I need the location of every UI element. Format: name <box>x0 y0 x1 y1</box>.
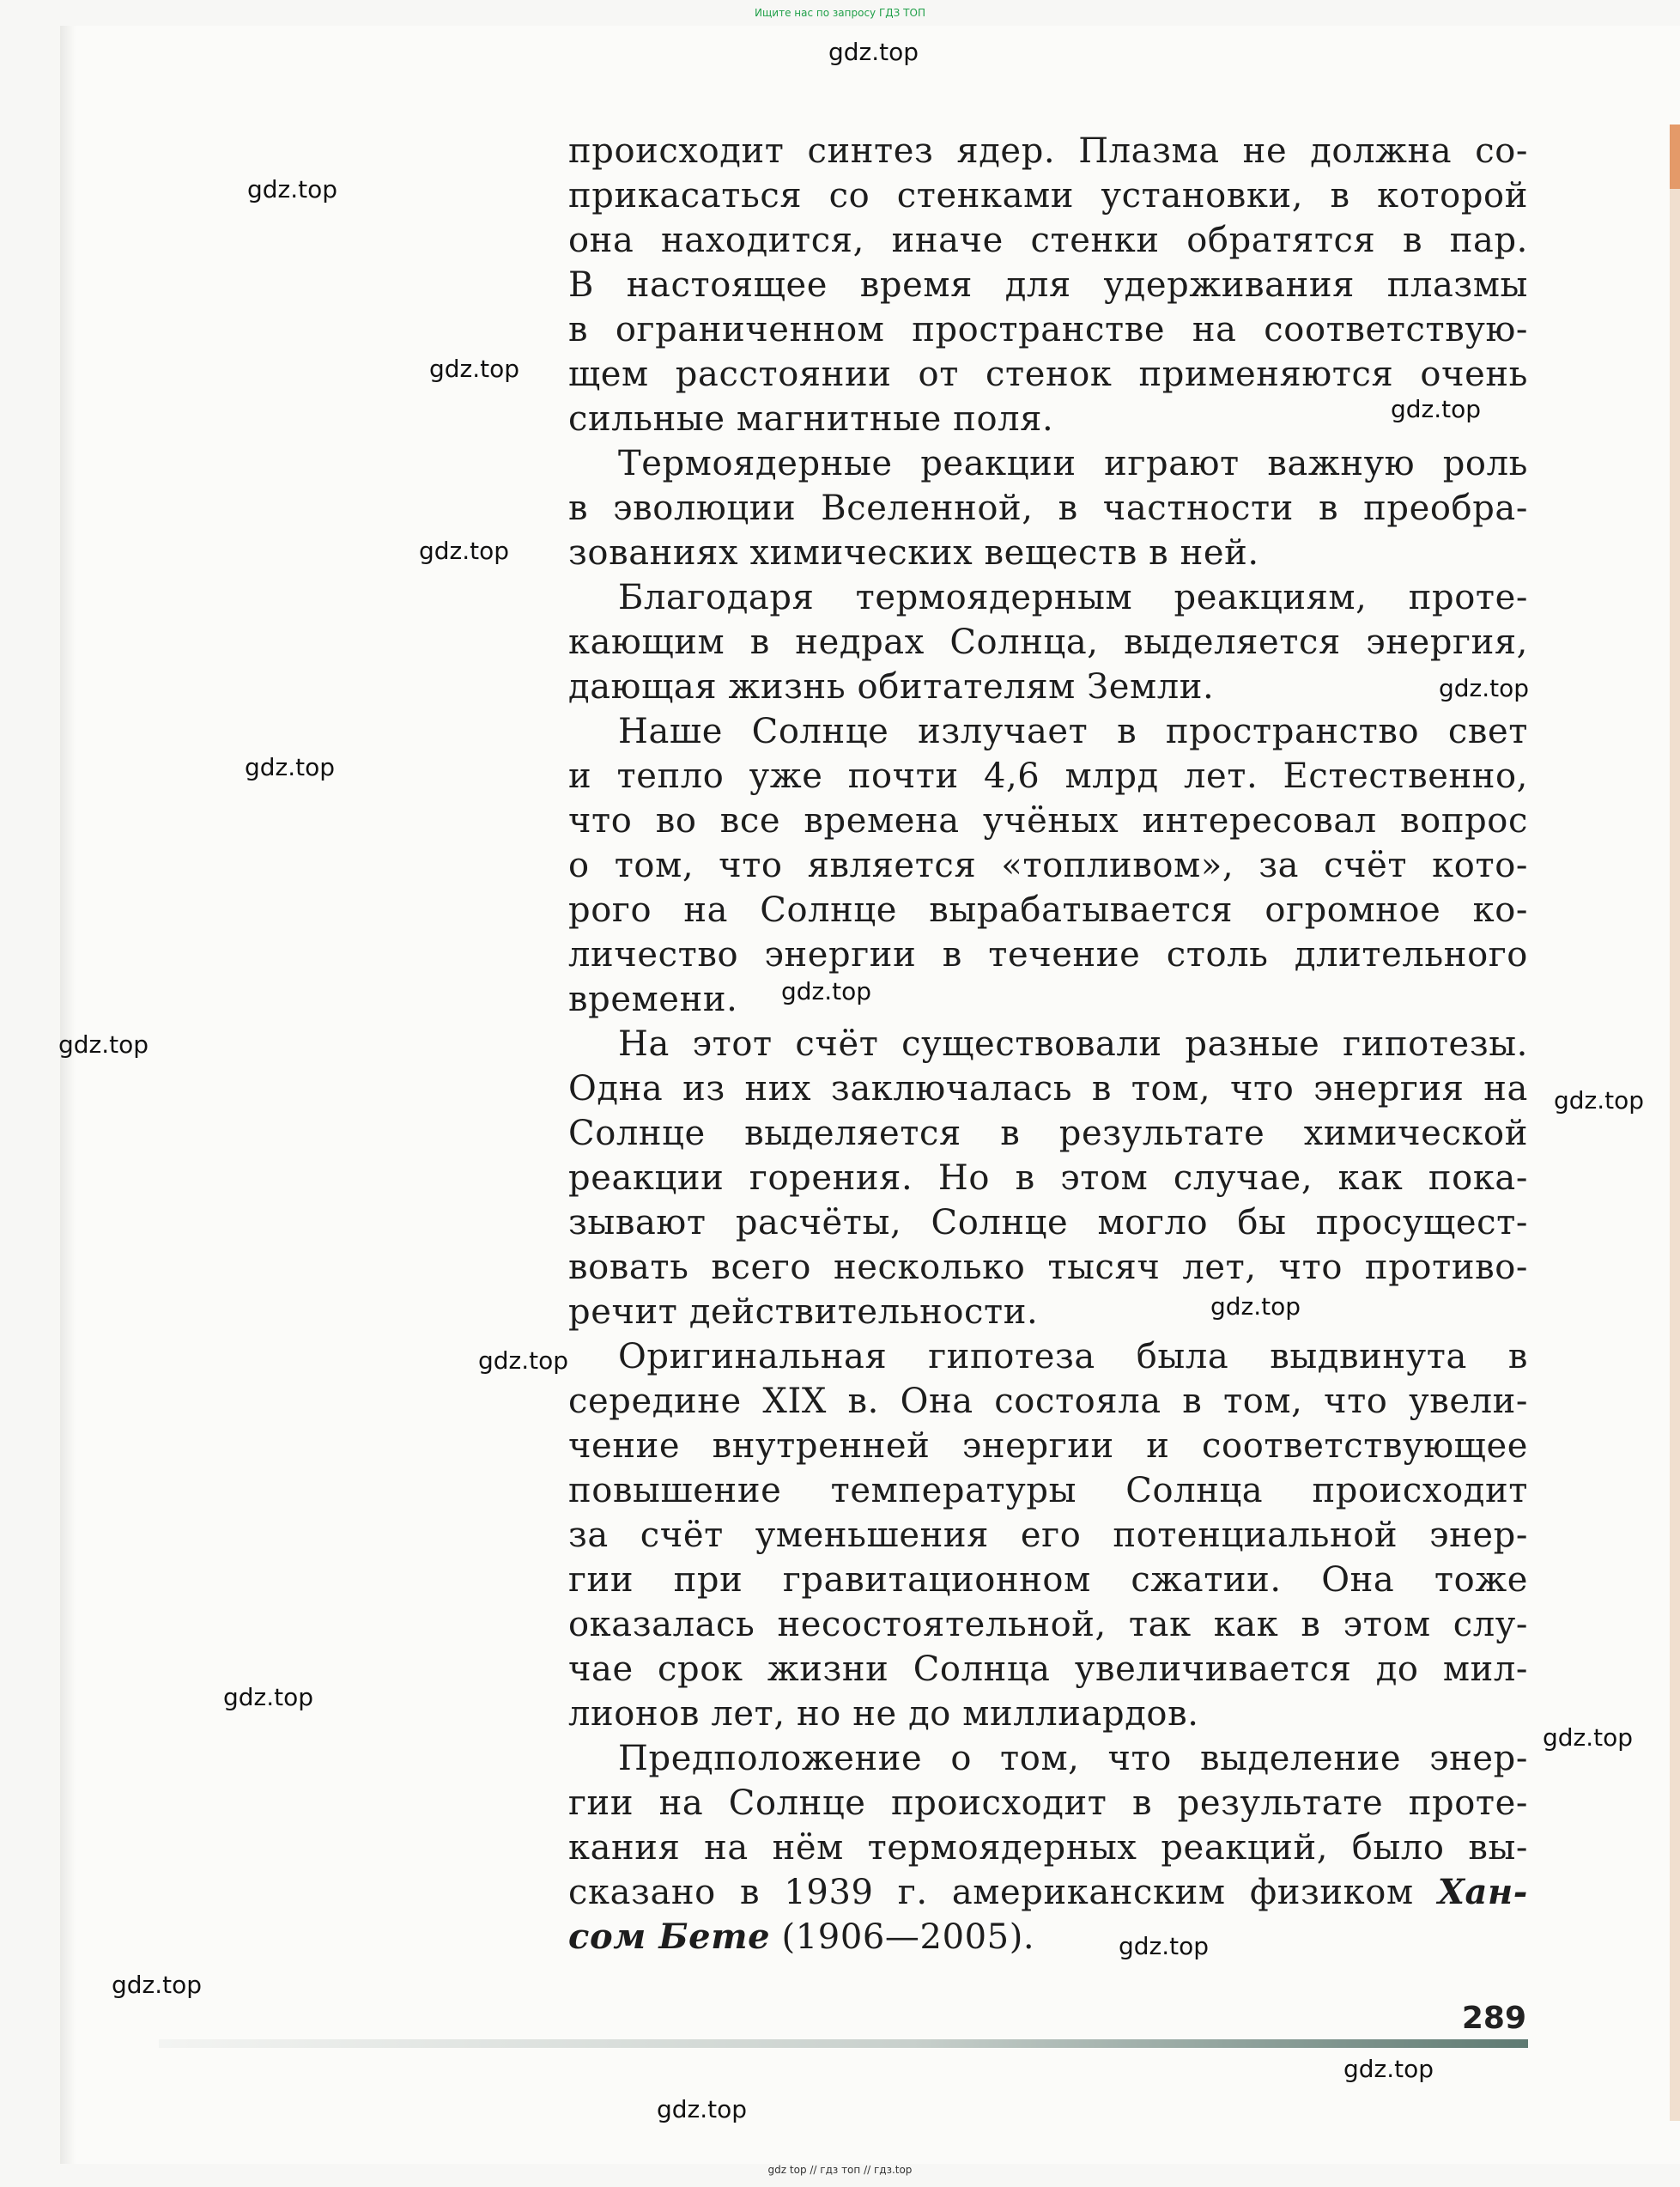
text-line: щем расстоянии от стенок применяются очень <box>568 355 1528 394</box>
text-line: личество энергии в течение столь длительного <box>568 935 1528 975</box>
watermark-label: gdz.top <box>1343 2055 1434 2083</box>
line-text: сказано в 1939 г. американским физиком <box>568 1873 1438 1912</box>
text-line: гии на Солнце происходит в результате проте- <box>568 1783 1528 1823</box>
watermark-label: gdz.top <box>419 537 510 565</box>
watermark-label: gdz.top <box>828 38 919 66</box>
paragraph-first-line: Наше Солнце излучает в пространство свет <box>618 712 1528 751</box>
text-line: чение внутренней энергии и соответствующее <box>568 1426 1528 1466</box>
text-line: в эволюции Вселенной, в частности в преобра- <box>568 489 1528 528</box>
text-line <box>568 1915 1528 1959</box>
text-line: и тепло уже почти 4,6 млрд лет. Естественно, <box>568 756 1528 796</box>
text-line: о том, что является «топливом», за счёт кото- <box>568 846 1528 885</box>
paragraph-first-line: Оригинальная гипотеза была выдвинута в <box>618 1337 1528 1376</box>
page-side-band <box>1670 189 1680 2121</box>
text-line: происходит синтез ядер. Плазма не должна со- <box>568 131 1528 171</box>
text-line: оказалась несостоятельной, так как в этом слу- <box>568 1605 1528 1644</box>
text-line: времени. <box>568 980 738 1019</box>
text-line: дающая жизнь обитателям Земли. <box>568 667 1215 707</box>
watermark-label: gdz.top <box>245 753 336 781</box>
bottom-watermark-note: gdz top // гдз топ // гдз.top <box>767 2164 913 2176</box>
paragraph-first-line: Благодаря термоядерным реакциям, проте- <box>618 578 1528 617</box>
text-line: за счёт уменьшения его потенциальной энер- <box>568 1516 1528 1555</box>
text-line <box>568 1870 1528 1915</box>
watermark-label: gdz.top <box>657 2095 748 2123</box>
text-line: она находится, иначе стенки обратятся в пар. <box>568 221 1528 260</box>
text-line: рого на Солнце вырабатывается огромное ко- <box>568 890 1528 930</box>
watermark-label: gdz.top <box>247 175 338 204</box>
watermark-label: gdz.top <box>478 1346 569 1375</box>
text-line: повышение температуры Солнца происходит <box>568 1471 1528 1510</box>
watermark-label: gdz.top <box>1554 1086 1645 1115</box>
paragraph-first-line: На этот счёт существовали разные гипотезы. <box>618 1024 1528 1064</box>
watermark-label: gdz.top <box>112 1971 203 1999</box>
line-text: (1906—2005). <box>770 1917 1035 1957</box>
top-search-note: Ищите нас по запросу ГДЗ ТОП <box>755 7 925 19</box>
text-line: середине XIX в. Она состояла в том, что увели- <box>568 1382 1528 1421</box>
text-line: речит действительности. <box>568 1292 1039 1332</box>
text-line: зованиях химических веществ в ней. <box>568 533 1259 573</box>
watermark-label: gdz.top <box>58 1030 149 1059</box>
footer-rule <box>159 2039 1528 2048</box>
text-line: лионов лет, но не до миллиардов. <box>568 1694 1199 1734</box>
paragraph-first-line: Предположение о том, что выделение энер- <box>618 1739 1528 1778</box>
body-text <box>568 129 1528 1959</box>
text-line: реакции горения. Но в этом случае, как пока- <box>568 1158 1528 1198</box>
text-line: В настоящее время для удерживания плазмы <box>568 265 1528 305</box>
page-number: 289 <box>1461 2001 1526 2036</box>
chapter-tab-marker <box>1670 125 1680 189</box>
watermark-label: gdz.top <box>781 977 872 1005</box>
paragraph-first-line: Термоядерные реакции играют важную роль <box>618 444 1528 483</box>
emphasized-name: Хан- <box>1437 1872 1528 1912</box>
watermark-label: gdz.top <box>1439 674 1530 702</box>
text-line: Одна из них заключалась в том, что энергия на <box>568 1069 1528 1109</box>
text-line: прикасаться со стенками установки, в которой <box>568 176 1528 216</box>
watermark-label: gdz.top <box>1391 395 1482 423</box>
text-line: сильные магнитные поля. <box>568 399 1054 439</box>
emphasized-name: сом Бете <box>568 1917 771 1957</box>
text-line: чае срок жизни Солнца увеличивается до мил- <box>568 1649 1528 1689</box>
text-line: что во все времена учёных интересовал вопрос <box>568 801 1528 841</box>
text-line: кающим в недрах Солнца, выделяется энергия, <box>568 623 1528 662</box>
text-line: в ограниченном пространстве на соответствую- <box>568 310 1528 349</box>
text-line: кания на нём термоядерных реакций, было вы- <box>568 1828 1528 1868</box>
text-line: вовать всего несколько тысяч лет, что противо- <box>568 1248 1528 1287</box>
watermark-label: gdz.top <box>223 1683 314 1711</box>
watermark-label: gdz.top <box>429 355 520 383</box>
text-line: гии при гравитационном сжатии. Она тоже <box>568 1560 1528 1600</box>
page-edge-shadow <box>60 26 76 2164</box>
watermark-label: gdz.top <box>1119 1932 1210 1960</box>
watermark-label: gdz.top <box>1543 1723 1634 1752</box>
text-line: Солнце выделяется в результате химической <box>568 1114 1528 1153</box>
text-line: зывают расчёты, Солнце могло бы просущест- <box>568 1203 1528 1242</box>
watermark-label: gdz.top <box>1210 1292 1301 1321</box>
